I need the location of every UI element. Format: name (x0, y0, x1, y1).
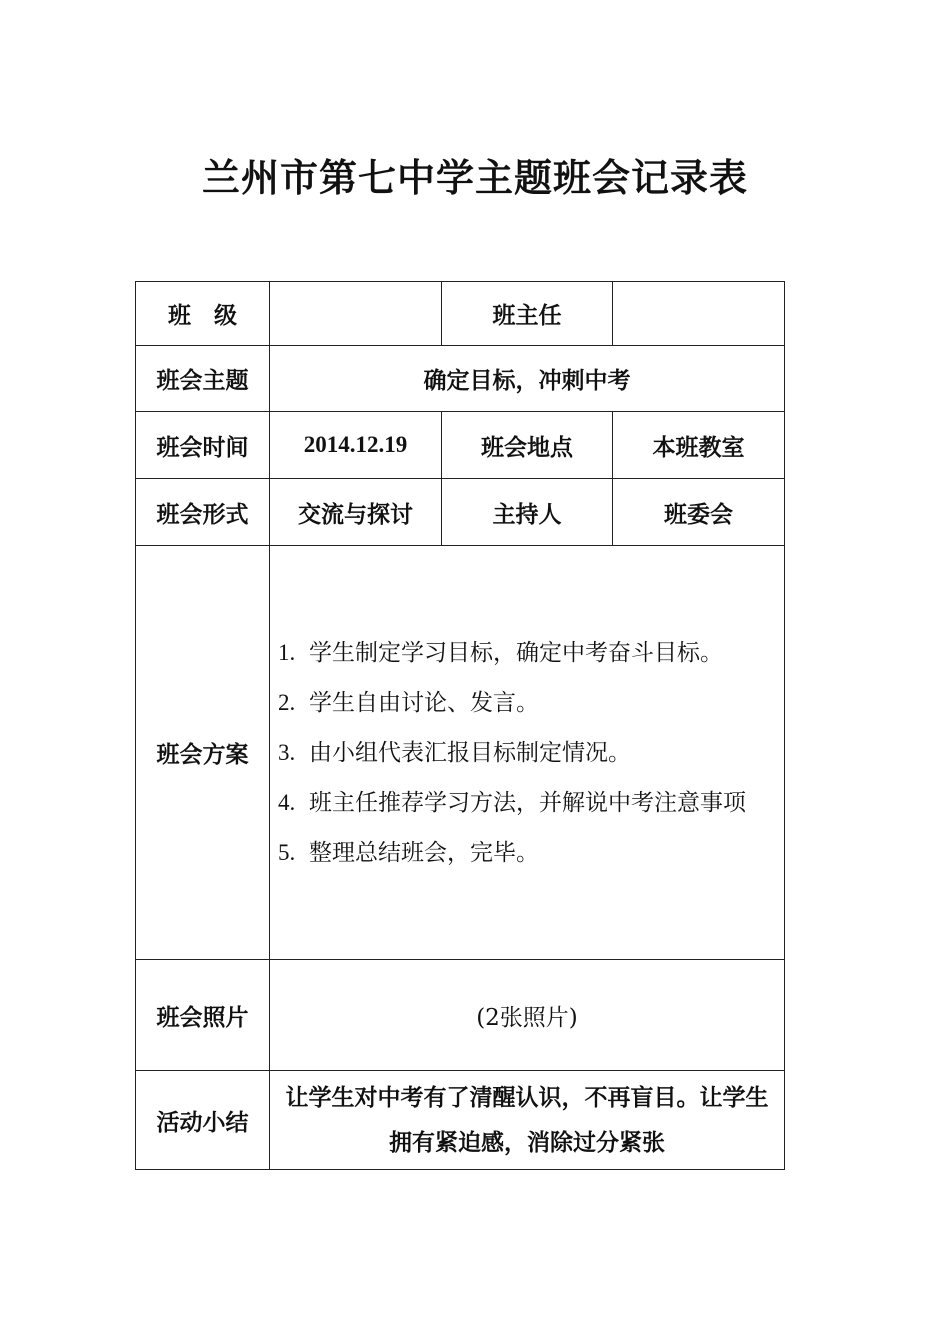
place-value: 本班教室 (613, 412, 785, 479)
place-label: 班会地点 (442, 412, 613, 479)
plan-item-number: 3. (278, 739, 296, 765)
plan-item (278, 678, 776, 728)
page-title: 兰州市第七中学主题班会记录表 (201, 155, 748, 200)
theme-label: 班会主题 (136, 346, 270, 412)
plan-cell (270, 546, 785, 960)
plan-list (278, 628, 776, 878)
form-label: 班会形式 (136, 479, 270, 546)
plan-item-text: 学生制定学习目标，确定中考奋斗目标。 (309, 639, 723, 666)
summary-label: 活动小结 (136, 1071, 270, 1170)
plan-item-number: 2. (278, 689, 296, 715)
photo-placeholder: (2张照片) (270, 960, 785, 1071)
form-row (136, 479, 785, 546)
time-label: 班会时间 (136, 412, 270, 479)
teacher-value-cell[interactable] (613, 282, 785, 346)
class-row (136, 282, 785, 346)
plan-row (136, 546, 785, 960)
theme-row (136, 346, 785, 412)
time-value: 2014.12.19 (270, 412, 442, 479)
plan-item-number: 5. (278, 839, 296, 865)
plan-item-number: 1. (278, 639, 296, 665)
teacher-label: 班主任 (442, 282, 613, 346)
plan-item (278, 628, 776, 678)
theme-value: 确定目标，冲刺中考 (270, 346, 785, 412)
plan-item (278, 828, 776, 878)
plan-item (278, 728, 776, 778)
summary-text: 让学生对中考有了清醒认识，不再盲目。让学生拥有紧迫感，消除过分紧张 (270, 1071, 785, 1170)
photo-row (136, 960, 785, 1071)
host-label: 主持人 (442, 479, 613, 546)
plan-label: 班会方案 (136, 546, 270, 960)
plan-item-text: 学生自由讨论、发言。 (309, 689, 539, 716)
form-value: 交流与探讨 (270, 479, 442, 546)
class-label: 班 级 (136, 282, 270, 346)
plan-item-number: 4. (278, 789, 296, 815)
photo-label: 班会照片 (136, 960, 270, 1071)
plan-item (278, 778, 776, 828)
plan-item-text: 整理总结班会，完毕。 (309, 839, 539, 866)
record-table (135, 281, 785, 1170)
class-value-cell[interactable] (270, 282, 442, 346)
host-value: 班委会 (613, 479, 785, 546)
time-row (136, 412, 785, 479)
summary-row (136, 1071, 785, 1170)
plan-item-text: 由小组代表汇报目标制定情况。 (309, 739, 631, 766)
plan-item-text: 班主任推荐学习方法，并解说中考注意事项 (309, 789, 746, 816)
